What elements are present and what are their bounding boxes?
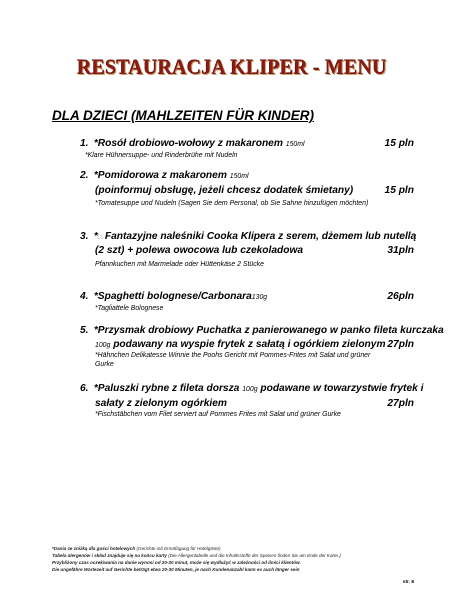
item-number: 5.	[80, 325, 89, 336]
menu-title: RESTAURACJA KLIPER - MENU	[77, 55, 387, 79]
item-price: 15 pln	[384, 138, 414, 149]
footer-allergen-note-de: (Die Allergentabelle und die Inhaltsstoffe der Speisen finden Sie am Ende der Karte.)	[168, 553, 341, 558]
item-name: *Rosół drobiowo-wołowy z makaronem	[93, 138, 283, 149]
section-heading: DLA DZIECI (MAHLZEITEN FÜR KINDER)	[52, 108, 314, 123]
item-number: 3.	[80, 231, 89, 242]
footer-line-2	[52, 553, 341, 558]
item-german: *Fischstäbchen vom Filet serviert auf Pommes Frites mit Salat und grüner Gurke	[95, 411, 341, 418]
item-german: *Klare Hühnersuppe- und Rinderbrühe mit Nudeln	[85, 152, 238, 159]
item-line2: podawany na wyspie frytek z sałatą i ogórkiem zielonym	[113, 339, 386, 350]
item-name: *Przysmak drobiowy Puchatka z panierowanego w panko fileta kurczaka	[93, 325, 444, 336]
footer-allergen-note: Tabela alergenów i skład znajduje się na końcu karty	[52, 553, 167, 558]
footer-line-4: Die ungefähre Wartezeit auf Gerichte beträgt etwa 20-30 Minuten, je nach Kundenanzahl kann es auch länger sein	[52, 567, 300, 572]
item-number: 2.	[80, 170, 89, 181]
item-name: *Paluszki rybne z fileta dorsza	[93, 383, 240, 394]
bullet-square-icon: □	[97, 234, 103, 241]
item-price: 27pln	[387, 339, 414, 350]
footer-line-3: Przybliżony czas oczekiwania na danie wynosi od 20-30 minut, może się wydłużyć w zależności od ilości klientów.	[52, 560, 301, 565]
item-price: 27pln	[387, 398, 414, 409]
item-line2: (2 szt) + polewa owocowa lub czekoladowa	[95, 245, 304, 256]
item-number: 6.	[80, 383, 89, 394]
item-line2: sałaty z zielonym ogórkiem	[95, 398, 227, 409]
item-portion: 150ml	[229, 173, 249, 180]
item-german: *Hähnchen Delikatesse Winnie the Poohs Gericht mit Pommes-Frites mit Salat und grüner	[95, 352, 371, 359]
item-german: *Tomatesuppe und Nudeln (Sagen Sie dem Personal, ob Sie Sahne hinzufügen möchten)	[95, 200, 369, 207]
item-portion: 100g	[242, 386, 258, 393]
item-name: Fantazyjne naleśniki Cooka Klipera z serem, dżemem lub nutellą	[104, 231, 417, 242]
item-price: 26pln	[387, 291, 414, 302]
item-german-cont: Gurke	[95, 361, 114, 368]
footer-line-1	[52, 546, 221, 551]
item-name: *Pomidorowa z makaronem	[93, 170, 227, 181]
item-portion: 150ml	[285, 141, 305, 148]
page-number: str. 8	[402, 580, 414, 585]
item-german: *Tagliattele Bolognese	[95, 305, 164, 312]
item-marker: *	[93, 231, 98, 242]
item-line2: (poinformuj obsługę, jeżeli chcesz dodatek śmietany)	[95, 185, 354, 196]
item-portion: 100g	[95, 342, 111, 349]
item-number: 4.	[80, 291, 89, 302]
item-name: *Spaghetti bolognese/Carbonara	[93, 291, 252, 302]
item-price: 31pln	[387, 245, 414, 256]
footer-discount-note-de: (Gerichte mit Ermäßigung für Hotelgäste)	[136, 546, 221, 551]
footer-discount-note: *Dania ze zniżką dla gości hotelowych	[52, 546, 136, 551]
item-price: 15 pln	[384, 185, 414, 196]
item-portion: 130g	[251, 294, 268, 301]
item-number: 1.	[80, 138, 89, 149]
item-name-rest: podawane w towarzystwie frytek i	[260, 383, 424, 394]
item-german: Pfannkuchen mit Marmelade oder Hüttenkäse 2 Stücke	[95, 261, 264, 268]
